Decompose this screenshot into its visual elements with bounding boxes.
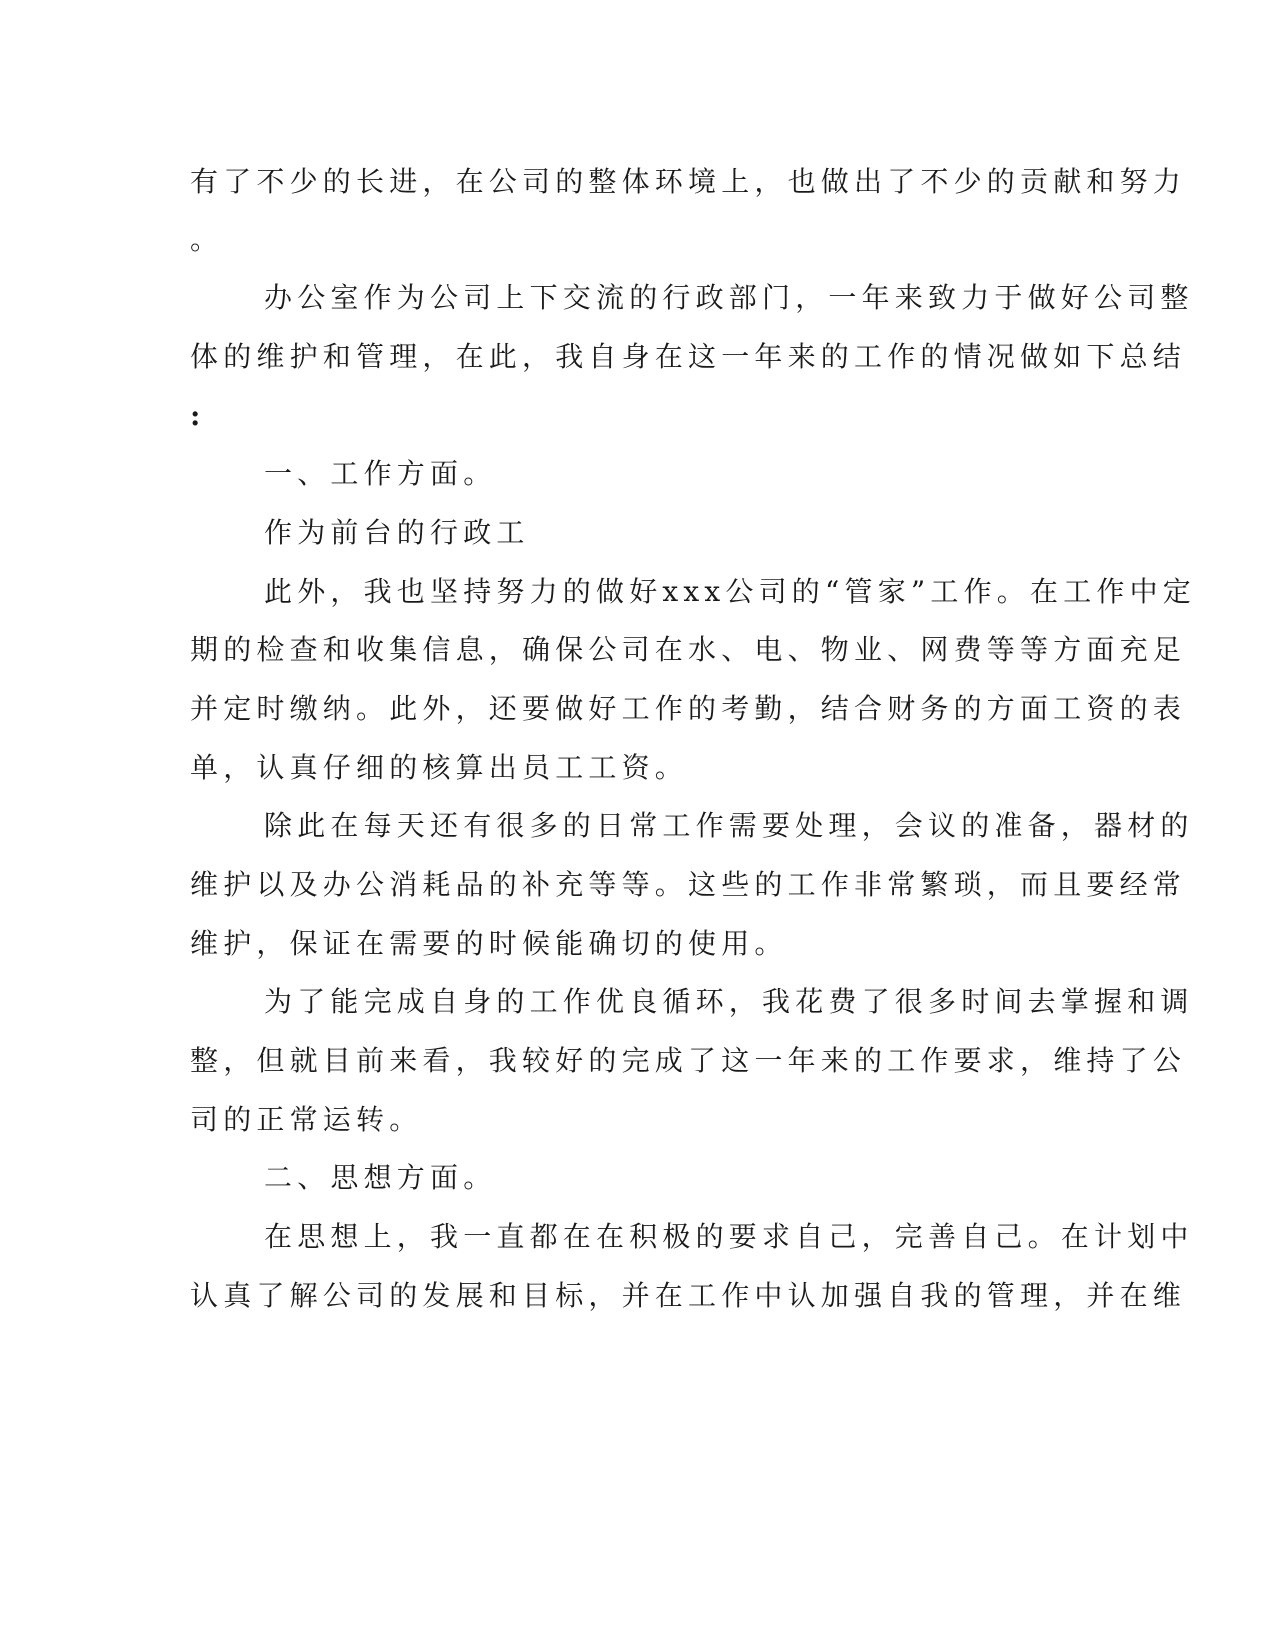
text-line: 体的维护和管理，在此，我自身在这一年来的工作的情况做如下总结 [190, 340, 1187, 373]
text-line: 。 [190, 223, 219, 256]
text-line: 并定时缴纳。此外，还要做好工作的考勤，结合财务的方面工资的表 [190, 692, 1187, 725]
text-line: 认真了解公司的发展和目标，并在工作中认加强自我的管理，并在维 [190, 1279, 1187, 1312]
text-line: 办公室作为公司上下交流的行政部门，一年来致力于做好公司整 [264, 281, 1194, 314]
text-line: 期的检查和收集信息，确保公司在水、电、物业、网费等等方面充足 [190, 633, 1187, 666]
text-line: 单，认真仔细的核算出员工工资。 [190, 751, 689, 784]
text-line: 司的正常运转。 [190, 1103, 423, 1136]
section-heading: 一、工作方面。 [264, 457, 497, 490]
text-line: : [190, 399, 201, 432]
text-line: 整，但就目前来看，我较好的完成了这一年来的工作要求，维持了公 [190, 1044, 1187, 1077]
text-line: 此外，我也坚持努力的做好xxx公司的“管家”工作。在工作中定 [264, 575, 1197, 608]
text-line: 有了不少的长进，在公司的整体环境上，也做出了不少的贡献和努力 [190, 165, 1187, 198]
text-line: 维护，保证在需要的时候能确切的使用。 [190, 927, 788, 960]
text-line: 维护以及办公消耗品的补充等等。这些的工作非常繁琐，而且要经常 [190, 868, 1187, 901]
text-line: 除此在每天还有很多的日常工作需要处理，会议的准备，器材的 [264, 809, 1194, 842]
text-line: 在思想上，我一直都在在积极的要求自己，完善自己。在计划中 [264, 1220, 1194, 1253]
text-line: 为了能完成自身的工作优良循环，我花费了很多时间去掌握和调 [264, 985, 1194, 1018]
section-heading: 二、思想方面。 [264, 1161, 497, 1194]
text-line: 作为前台的行政工 [264, 516, 530, 549]
